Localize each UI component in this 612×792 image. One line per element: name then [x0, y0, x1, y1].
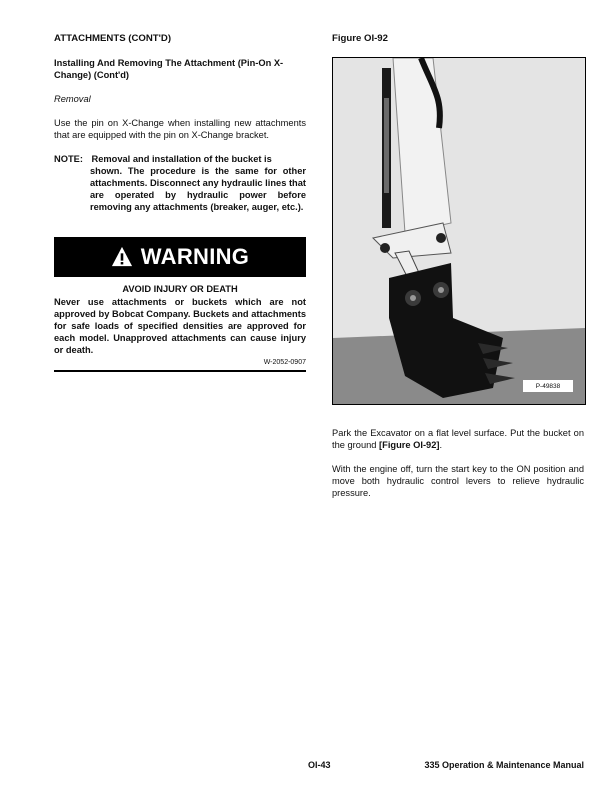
- warning-triangle-icon: [111, 246, 133, 268]
- instruction-period: .: [439, 440, 443, 450]
- warning-text: Never use attachments or buckets which are not approved by Bobcat Company. Buckets and attachments for safe loads of specified densities are approved for each model. Unapproved attachments can cause injury or death.: [54, 297, 306, 355]
- note-line-1: Removal and installation of the bucket is: [91, 154, 272, 164]
- removal-label: Removal: [54, 94, 91, 104]
- manual-title: 335 Operation & Maintenance Manual: [424, 760, 584, 770]
- instruction-paragraph-2: With the engine off, turn the start key to the ON position and move both hydraulic control levers to relieve hydraulic pressure.: [332, 464, 584, 498]
- warning-title: AVOID INJURY OR DEATH: [122, 284, 238, 294]
- page-number: OI-43: [308, 760, 331, 770]
- excavator-bucket-illustration: [333, 58, 585, 404]
- warning-code: W-2052-0907: [263, 359, 306, 366]
- note-rest: shown. The procedure is the same for other attachments. Disconnect any hydraulic lines that are operated by hydraulic power before removing any attachments (breaker, auger, etc.).: [90, 166, 306, 212]
- warning-rule: [54, 370, 306, 372]
- intro-paragraph: Use the pin on X-Change when installing new attachments that are equipped with the pin on X-Change bracket.: [54, 118, 306, 140]
- warning-banner: [54, 237, 306, 277]
- note-label: NOTE:: [54, 154, 83, 164]
- instruction-text: Park the Excavator on a flat level surface. Put the bucket on the ground: [332, 428, 584, 450]
- section-heading: ATTACHMENTS (CONT'D): [54, 33, 172, 44]
- note-block: [54, 153, 306, 213]
- photo-id: P-49838: [523, 380, 573, 392]
- warning-label: WARNING: [140, 244, 250, 269]
- subsection-heading: Installing And Removing The Attachment (Pin-On X-Change) (Cont'd): [54, 58, 284, 80]
- instruction-paragraph-1: [332, 427, 584, 451]
- right-column: [332, 33, 584, 511]
- figure-label: Figure OI-92: [332, 33, 388, 44]
- left-column: [54, 33, 306, 372]
- figure-photo: [332, 57, 586, 405]
- figure-reference: [Figure OI-92]: [379, 440, 440, 450]
